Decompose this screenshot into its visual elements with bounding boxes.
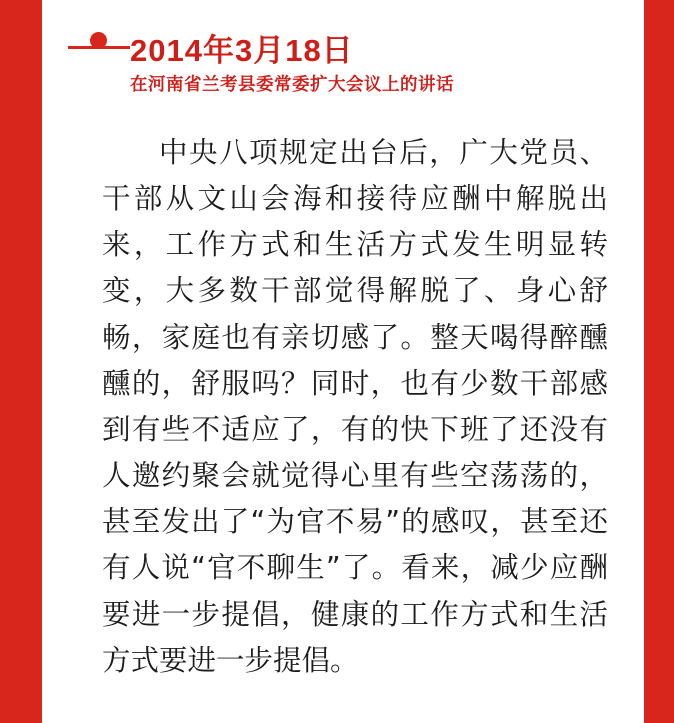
- body-paragraph: 中央八项规定出台后，广大党员、干部从文山会海和接待应酬中解脱出来，工作方式和生活方式发生明显转变，大多数干部觉得解脱了、身心舒畅，家庭也有亲切感了。整天喝得醉醺醺的，舒服吗？同时，也有少数干部感到有些不适应了，有的快下班了还没有人邀约聚会就觉得心里有些空荡荡的，甚至发出了“为官不易”的感叹，甚至还有人说“官不聊生”了。看来，减少应酬要进一步提倡，健康的工作方式和生活方式要进一步提倡。: [102, 135, 608, 677]
- left-red-band: [0, 0, 42, 723]
- bullet-dot-icon: [90, 32, 107, 49]
- document-header: [68, 0, 644, 96]
- page-title: 2014年3月18日: [130, 33, 354, 68]
- page-subtitle: 在河南省兰考县委常委扩大会议上的讲话: [130, 74, 454, 95]
- left-white-gap: [42, 0, 68, 723]
- content-area: [68, 0, 644, 723]
- document-body: [102, 130, 608, 684]
- title-block: [130, 32, 644, 96]
- right-red-band: [644, 0, 674, 723]
